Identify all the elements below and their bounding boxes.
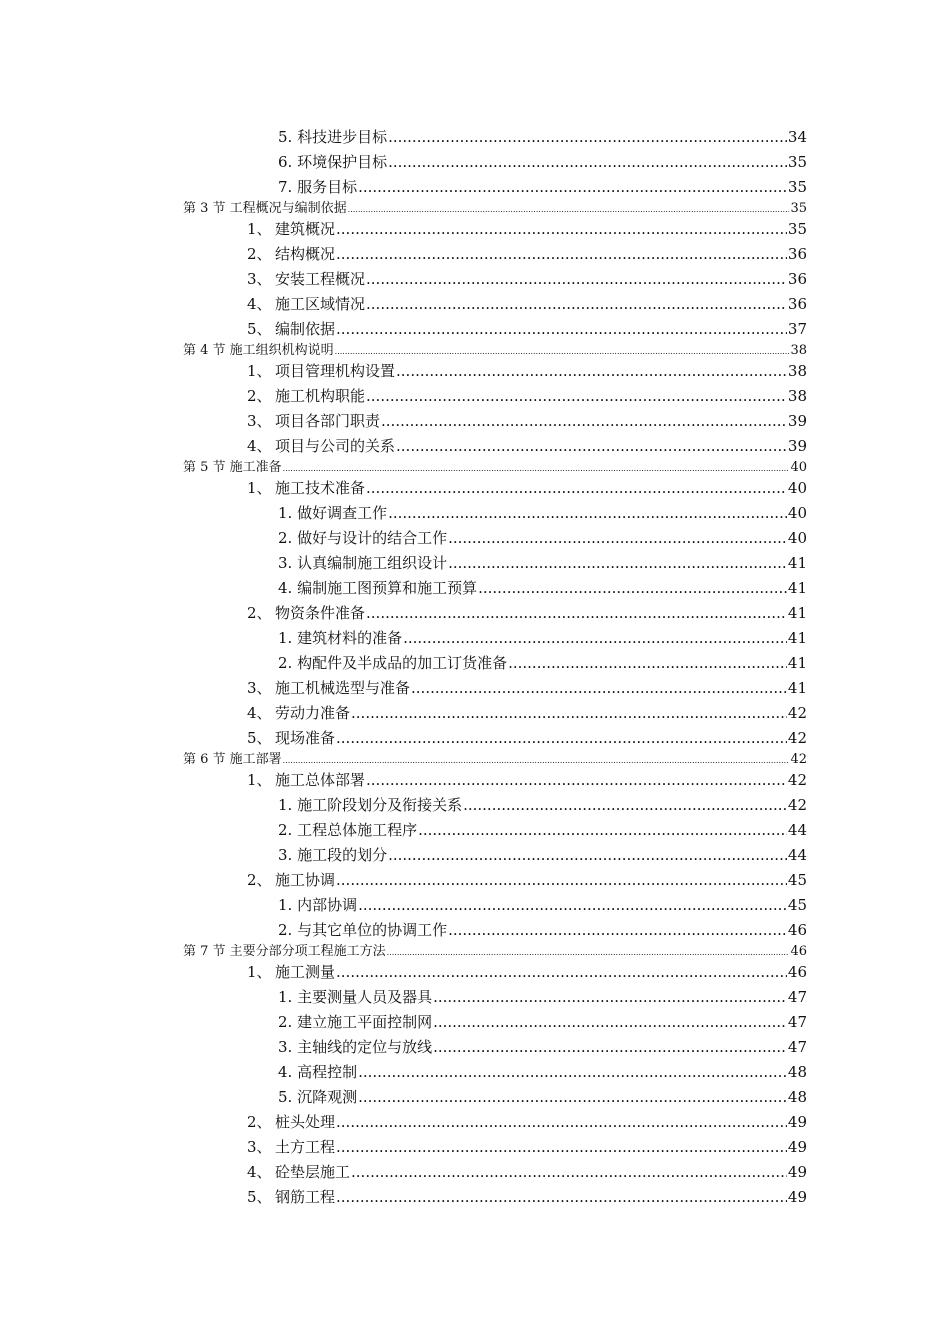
toc-entry-number: 5、 xyxy=(247,1188,272,1206)
dot-leader xyxy=(358,1063,787,1081)
toc-entry-label: 物资条件准备 xyxy=(275,604,366,622)
toc-page-number: 41 xyxy=(787,554,807,572)
toc-page-number: 42 xyxy=(787,729,807,747)
toc-entry-label: 现场准备 xyxy=(275,729,336,747)
toc-page-number: 40 xyxy=(790,460,807,475)
dot-leader xyxy=(336,1138,787,1156)
toc-entry-title: 1. 做好调查工作 xyxy=(278,504,388,522)
toc-page-number: 41 xyxy=(787,579,807,597)
toc-entry[interactable] xyxy=(247,435,807,457)
toc-entry-number: 3、 xyxy=(247,412,272,430)
toc-entry[interactable] xyxy=(247,268,807,290)
dot-leader xyxy=(336,1188,787,1206)
toc-entry[interactable] xyxy=(247,293,807,315)
toc-entry-title xyxy=(247,243,335,264)
dot-leader xyxy=(396,362,787,380)
dot-leader xyxy=(388,504,787,522)
dot-leader xyxy=(366,479,787,497)
toc-entry[interactable] xyxy=(247,360,807,382)
toc-entry-title: 5. 沉降观测 xyxy=(278,1088,358,1106)
dot-leader xyxy=(351,1163,787,1181)
toc-page-number: 45 xyxy=(787,896,807,914)
toc-entry-number: 5、 xyxy=(247,320,272,338)
toc-entry-title xyxy=(247,477,365,498)
toc-page-number: 40 xyxy=(787,529,807,547)
toc-page-number: 48 xyxy=(787,1063,807,1081)
toc-entry-title xyxy=(247,218,335,239)
dot-leader xyxy=(411,679,787,697)
dot-leader xyxy=(366,771,787,789)
toc-page-number: 36 xyxy=(787,295,807,313)
toc-entry-title: 6. 环境保护目标 xyxy=(278,153,388,171)
toc-entry-title xyxy=(247,961,335,982)
toc-entry-number: 3、 xyxy=(247,270,272,288)
toc-entry-title xyxy=(247,385,365,406)
toc-entry-title xyxy=(247,360,395,381)
toc-entry-label: 施工技术准备 xyxy=(275,479,366,497)
toc-page-number: 42 xyxy=(787,771,807,789)
dot-leader xyxy=(418,821,787,839)
toc-entry-label: 施工区域情况 xyxy=(275,295,366,313)
toc-page-number: 46 xyxy=(787,963,807,981)
dot-leader xyxy=(448,921,787,939)
toc-entry[interactable] xyxy=(247,702,807,724)
toc-entry[interactable] xyxy=(278,627,807,649)
toc-entry-title: 1. 建筑材料的准备 xyxy=(278,629,403,647)
toc-page-number: 45 xyxy=(787,871,807,889)
toc-entry-title xyxy=(247,1136,335,1157)
toc-entry-number: 2、 xyxy=(247,604,272,622)
toc-entry-title: 3. 主轴线的定位与放线 xyxy=(278,1038,433,1056)
toc-entry-title xyxy=(247,293,365,314)
toc-page-number: 46 xyxy=(787,921,807,939)
dot-leader xyxy=(348,205,790,214)
toc-entry-title: 1. 内部协调 xyxy=(278,896,358,914)
toc-entry[interactable] xyxy=(278,527,807,549)
dot-leader xyxy=(358,1088,787,1106)
toc-entry[interactable] xyxy=(278,652,807,674)
toc-entry-title: 第 6 节 施工部署 xyxy=(183,752,282,767)
toc-entry-title: 第 7 节 主要分部分项工程施工方法 xyxy=(183,944,386,959)
dot-leader xyxy=(403,629,787,647)
toc-entry-title xyxy=(247,727,335,748)
toc-entry[interactable] xyxy=(247,1161,807,1183)
dot-leader xyxy=(366,270,787,288)
toc-entry[interactable] xyxy=(278,1011,807,1033)
dot-leader xyxy=(336,1113,787,1131)
dot-leader xyxy=(508,654,787,672)
toc-entry-title: 7. 服务目标 xyxy=(278,178,358,196)
toc-entry[interactable] xyxy=(278,151,807,173)
toc-entry-title xyxy=(247,769,365,790)
toc-entry-number: 2、 xyxy=(247,245,272,263)
toc-entry-number: 5、 xyxy=(247,729,272,747)
dot-leader xyxy=(336,220,787,238)
toc-page-number: 41 xyxy=(787,629,807,647)
toc-entry[interactable] xyxy=(247,1136,807,1158)
toc-entry[interactable] xyxy=(278,844,807,866)
toc-section-entry[interactable] xyxy=(183,748,807,767)
dot-leader xyxy=(336,320,787,338)
toc-entry-label: 项目管理机构设置 xyxy=(275,362,396,380)
toc-entry-title: 2. 工程总体施工程序 xyxy=(278,821,418,839)
toc-entry-number: 4、 xyxy=(247,704,272,722)
toc-entry-label: 桩头处理 xyxy=(275,1113,336,1131)
dot-leader xyxy=(463,796,787,814)
dot-leader xyxy=(433,1013,787,1031)
toc-entry[interactable] xyxy=(278,1036,807,1058)
toc-entry-title xyxy=(247,318,335,339)
toc-entry[interactable] xyxy=(278,819,807,841)
toc-entry-label: 建筑概况 xyxy=(275,220,336,238)
toc-entry[interactable] xyxy=(278,794,807,816)
toc-entry[interactable] xyxy=(278,577,807,599)
dot-leader xyxy=(336,729,787,747)
dot-leader xyxy=(358,896,787,914)
toc-page-number: 40 xyxy=(787,504,807,522)
toc-entry-title xyxy=(247,869,335,890)
dot-leader xyxy=(366,387,787,405)
toc-entry-label: 施工协调 xyxy=(275,871,336,889)
toc-section-entry[interactable] xyxy=(183,940,807,959)
toc-page-number: 47 xyxy=(787,1038,807,1056)
toc-entry[interactable] xyxy=(278,919,807,941)
toc-entry-number: 1、 xyxy=(247,362,272,380)
toc-entry-number: 4、 xyxy=(247,1163,272,1181)
toc-page-number: 49 xyxy=(787,1113,807,1131)
toc-section-entry[interactable] xyxy=(183,456,807,475)
toc-entry-number: 1、 xyxy=(247,771,272,789)
toc-entry[interactable] xyxy=(247,727,807,749)
dot-leader xyxy=(283,756,790,765)
toc-entry[interactable] xyxy=(278,552,807,574)
toc-page-number: 35 xyxy=(790,201,807,216)
toc-entry-title: 4. 编制施工图预算和施工预算 xyxy=(278,579,478,597)
toc-entry-title: 1. 主要测量人员及器具 xyxy=(278,988,433,1006)
toc-section-entry[interactable] xyxy=(183,339,807,358)
toc-page-number: 35 xyxy=(787,220,807,238)
toc-entry-title: 第 4 节 施工组织机构说明 xyxy=(183,343,334,358)
dot-leader xyxy=(396,437,787,455)
toc-page-number: 48 xyxy=(787,1088,807,1106)
toc-entry-title: 5. 科技进步目标 xyxy=(278,128,388,146)
toc-entry[interactable] xyxy=(247,677,807,699)
toc-entry[interactable] xyxy=(247,961,807,983)
dot-leader xyxy=(366,604,787,622)
dot-leader xyxy=(388,846,787,864)
toc-page-number: 38 xyxy=(790,343,807,358)
toc-entry-label: 项目与公司的关系 xyxy=(275,437,396,455)
toc-entry-title xyxy=(247,1161,350,1182)
toc-entry-label: 砼垫层施工 xyxy=(275,1163,351,1181)
dot-leader xyxy=(336,963,787,981)
toc-entry[interactable] xyxy=(247,1186,807,1208)
toc-page-number: 42 xyxy=(787,704,807,722)
toc-page-number: 42 xyxy=(790,752,807,767)
toc-entry-title: 3. 认真编制施工组织设计 xyxy=(278,554,448,572)
toc-entry-number: 2、 xyxy=(247,871,272,889)
toc-entry-title: 4. 高程控制 xyxy=(278,1063,358,1081)
toc-page-number: 39 xyxy=(787,437,807,455)
dot-leader xyxy=(388,128,787,146)
toc-entry-label: 劳动力准备 xyxy=(275,704,351,722)
dot-leader xyxy=(366,295,787,313)
toc-page-number: 35 xyxy=(787,178,807,196)
toc-entry-label: 编制依据 xyxy=(275,320,336,338)
toc-page-number: 41 xyxy=(787,679,807,697)
toc-entry-number: 1、 xyxy=(247,963,272,981)
toc-entry[interactable] xyxy=(247,318,807,340)
toc-entry-label: 钢筋工程 xyxy=(275,1188,336,1206)
toc-page-number: 47 xyxy=(787,988,807,1006)
toc-entry[interactable] xyxy=(278,894,807,916)
toc-page-number: 49 xyxy=(787,1163,807,1181)
toc-entry-title xyxy=(247,268,365,289)
dot-leader xyxy=(336,245,787,263)
dot-leader xyxy=(387,948,790,957)
toc-entry[interactable] xyxy=(247,385,807,407)
toc-entry-title xyxy=(247,702,350,723)
toc-page-number: 40 xyxy=(787,479,807,497)
toc-entry[interactable] xyxy=(247,410,807,432)
toc-entry-title xyxy=(247,435,395,456)
toc-entry-title: 1. 施工阶段划分及衔接关系 xyxy=(278,796,463,814)
toc-entry-label: 结构概况 xyxy=(275,245,336,263)
toc-entry-title: 2. 建立施工平面控制网 xyxy=(278,1013,433,1031)
toc-page-number: 41 xyxy=(787,654,807,672)
dot-leader xyxy=(448,554,787,572)
toc-page-number: 36 xyxy=(787,245,807,263)
toc-entry-title: 3. 施工段的划分 xyxy=(278,846,388,864)
toc-entry[interactable] xyxy=(278,986,807,1008)
dot-leader xyxy=(335,347,790,356)
toc-entry[interactable] xyxy=(247,477,807,499)
dot-leader xyxy=(283,464,790,473)
toc-entry-title: 2. 做好与设计的结合工作 xyxy=(278,529,448,547)
toc-entry-label: 安装工程概况 xyxy=(275,270,366,288)
toc-entry-title xyxy=(247,410,380,431)
dot-leader xyxy=(478,579,787,597)
toc-entry-title: 第 3 节 工程概况与编制依据 xyxy=(183,201,347,216)
toc-page-number: 36 xyxy=(787,270,807,288)
toc-entry-title xyxy=(247,602,365,623)
toc-page-number: 38 xyxy=(787,362,807,380)
toc-entry-title xyxy=(247,677,410,698)
toc-entry[interactable] xyxy=(247,869,807,891)
toc-entry-number: 2、 xyxy=(247,1113,272,1131)
toc-entry[interactable] xyxy=(278,126,807,148)
toc-entry-label: 土方工程 xyxy=(275,1138,336,1156)
toc-page-number: 49 xyxy=(787,1138,807,1156)
toc-entry-label: 项目各部门职责 xyxy=(275,412,381,430)
toc-entry[interactable] xyxy=(247,769,807,791)
toc-entry-title xyxy=(247,1186,335,1207)
toc-entry[interactable] xyxy=(247,243,807,265)
toc-page-number: 42 xyxy=(787,796,807,814)
dot-leader xyxy=(433,988,787,1006)
toc-page-number: 37 xyxy=(787,320,807,338)
toc-page-number: 38 xyxy=(787,387,807,405)
toc-page-number: 46 xyxy=(790,944,807,959)
toc-section-entry[interactable] xyxy=(183,197,807,216)
toc-page-number: 49 xyxy=(787,1188,807,1206)
toc-entry-title: 2. 构配件及半成品的加工订货准备 xyxy=(278,654,508,672)
toc-entry[interactable] xyxy=(278,1061,807,1083)
dot-leader xyxy=(351,704,787,722)
toc-entry[interactable] xyxy=(278,502,807,524)
toc-entry[interactable] xyxy=(247,218,807,240)
dot-leader xyxy=(381,412,787,430)
toc-page-number: 47 xyxy=(787,1013,807,1031)
toc-entry-number: 2、 xyxy=(247,387,272,405)
dot-leader xyxy=(388,153,787,171)
toc-page-number: 34 xyxy=(787,128,807,146)
dot-leader xyxy=(336,871,787,889)
toc-page-number: 39 xyxy=(787,412,807,430)
toc-entry-label: 施工测量 xyxy=(275,963,336,981)
dot-leader xyxy=(433,1038,787,1056)
toc-entry-label: 施工总体部署 xyxy=(275,771,366,789)
toc-entry-label: 施工机构职能 xyxy=(275,387,366,405)
toc-entry-number: 4、 xyxy=(247,295,272,313)
toc-entry[interactable] xyxy=(278,176,807,198)
toc-entry-title xyxy=(247,1111,335,1132)
dot-leader xyxy=(448,529,787,547)
toc-entry-number: 1、 xyxy=(247,220,272,238)
toc-entry-label: 施工机械选型与准备 xyxy=(275,679,411,697)
toc-entry-number: 4、 xyxy=(247,437,272,455)
toc-entry-number: 1、 xyxy=(247,479,272,497)
toc-entry[interactable] xyxy=(247,602,807,624)
toc-page-number: 41 xyxy=(787,604,807,622)
toc-page-number: 44 xyxy=(787,821,807,839)
dot-leader xyxy=(358,178,787,196)
toc-entry[interactable] xyxy=(278,1086,807,1108)
toc-entry-number: 3、 xyxy=(247,1138,272,1156)
toc-page-number: 44 xyxy=(787,846,807,864)
toc-entry-title: 2. 与其它单位的协调工作 xyxy=(278,921,448,939)
toc-page-number: 35 xyxy=(787,153,807,171)
toc-entry-title: 第 5 节 施工准备 xyxy=(183,460,282,475)
toc-entry-number: 3、 xyxy=(247,679,272,697)
toc-entry[interactable] xyxy=(247,1111,807,1133)
